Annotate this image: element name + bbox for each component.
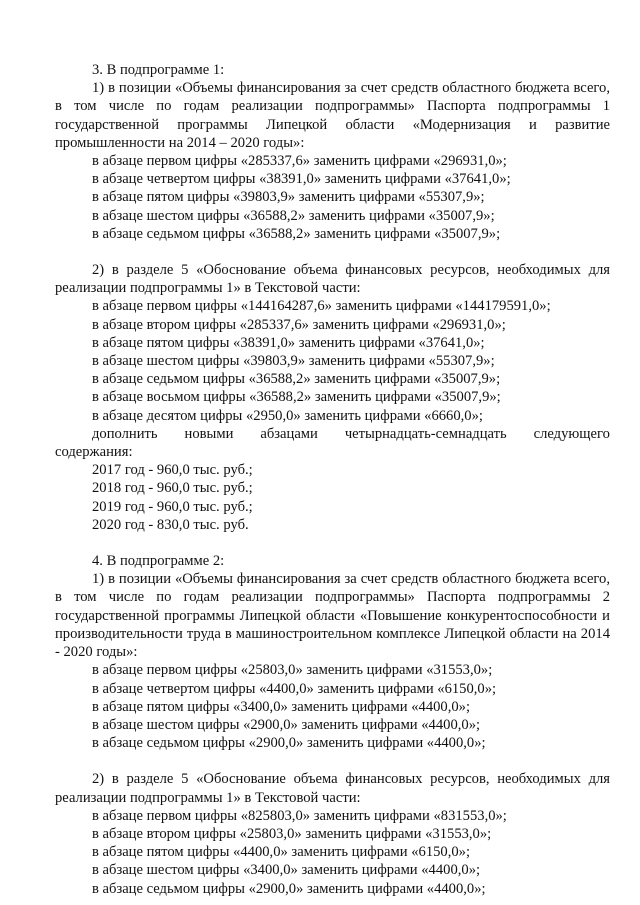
section-4-item-1-intro: 1) в позиции «Объемы финансирования за счет средств областного бюджета всего, в том числе по годам реализации подпрограммы» Паспорта подпрограммы 2 государственной программы Липецкой области «Повышение конкурентоспособности и производительности труда в машиностроительном комплексе Липецкой области на 2014 - 2020 годы»: xyxy=(55,571,610,661)
year-item: 2020 год - 830,0 тыс. руб. xyxy=(92,516,249,533)
years-list xyxy=(55,461,610,534)
section-4-heading: 4. В подпрограмме 2: xyxy=(92,553,225,570)
add-word: следующего xyxy=(533,425,610,442)
document-body xyxy=(55,61,610,898)
add-paragraphs-line xyxy=(55,425,610,443)
list-item: в абзаце седьмом цифры «36588,2» заменить цифрами «35007,9»; xyxy=(92,371,501,388)
list-item: в абзаце втором цифры «285337,6» заменить цифрами «296931,0»; xyxy=(92,316,506,333)
section-4-item-2-intro: 2) в разделе 5 «Обоснование объема финансовых ресурсов, необходимых для реализации подпрограммы 1» в Текстовой части: xyxy=(55,771,610,806)
section-3-item-2-list xyxy=(55,297,610,424)
list-item: в абзаце пятом цифры «4400,0» заменить цифрами «6150,0»; xyxy=(92,844,471,861)
year-item: 2017 год - 960,0 тыс. руб.; xyxy=(92,462,253,479)
paragraph-gap xyxy=(55,534,610,552)
list-item: в абзаце четвертом цифры «38391,0» заменить цифрами «37641,0»; xyxy=(92,171,511,188)
list-item: в абзаце четвертом цифры «4400,0» заменить цифрами «6150,0»; xyxy=(92,680,497,697)
list-item: в абзаце седьмом цифры «2900,0» заменить цифрами «4400,0»; xyxy=(92,735,486,752)
list-item: в абзаце втором цифры «25803,0» заменить цифрами «31553,0»; xyxy=(92,825,492,842)
list-item: в абзаце первом цифры «285337,6» заменить цифрами «296931,0»; xyxy=(92,153,507,170)
year-item: 2019 год - 960,0 тыс. руб.; xyxy=(92,498,253,515)
list-item: в абзаце пятом цифры «3400,0» заменить цифрами «4400,0»; xyxy=(92,698,471,715)
list-item: в абзаце седьмом цифры «2900,0» заменить цифрами «4400,0»; xyxy=(92,880,486,897)
add-word: новыми xyxy=(184,425,234,442)
section-3-item-1-intro: 1) в позиции «Объемы финансирования за счет средств областного бюджета всего, в том числе по годам реализации подпрограммы» Паспорта подпрограммы 1 государственной программы Липецкой области «Модернизация и развитие промышленности на 2014 – 2020 годы»: xyxy=(55,80,610,151)
add-paragraphs-tail: содержания: xyxy=(55,444,133,461)
list-item: в абзаце пятом цифры «39803,9» заменить цифрами «55307,9»; xyxy=(92,189,485,206)
list-item: в абзаце восьмом цифры «36588,2» заменить цифрами «35007,9»; xyxy=(92,389,501,406)
list-item: в абзаце шестом цифры «2900,0» заменить цифрами «4400,0»; xyxy=(92,716,481,733)
section-4-item-2-list xyxy=(55,807,610,898)
section-3-item-2-intro: 2) в разделе 5 «Обоснование объема финансовых ресурсов, необходимых для реализации подпрограммы 1» в Текстовой части: xyxy=(55,262,610,297)
list-item: в абзаце шестом цифры «36588,2» заменить цифрами «35007,9»; xyxy=(92,207,495,224)
section-4-item-1-list xyxy=(55,661,610,752)
list-item: в абзаце пятом цифры «38391,0» заменить цифрами «37641,0»; xyxy=(92,334,485,351)
add-word: абзацами xyxy=(260,425,318,442)
list-item: в абзаце шестом цифры «3400,0» заменить цифрами «4400,0»; xyxy=(92,862,481,879)
list-item: в абзаце первом цифры «825803,0» заменить цифрами «831553,0»; xyxy=(92,807,507,824)
section-3-item-1-list xyxy=(55,152,610,243)
paragraph-gap xyxy=(55,243,610,261)
list-item: в абзаце первом цифры «144164287,6» заменить цифрами «144179591,0»; xyxy=(92,298,551,315)
list-item: в абзаце седьмом цифры «36588,2» заменить цифрами «35007,9»; xyxy=(92,225,501,242)
list-item: в абзаце десятом цифры «2950,0» заменить цифрами «6660,0»; xyxy=(92,407,483,424)
add-word: четырнадцать-семнадцать xyxy=(344,425,507,442)
list-item: в абзаце шестом цифры «39803,9» заменить цифрами «55307,9»; xyxy=(92,353,495,370)
list-item: в абзаце первом цифры «25803,0» заменить цифрами «31553,0»; xyxy=(92,662,493,679)
year-item: 2018 год - 960,0 тыс. руб.; xyxy=(92,480,253,497)
section-3-heading: 3. В подпрограмме 1: xyxy=(92,62,225,78)
paragraph-gap xyxy=(55,752,610,770)
add-word: дополнить xyxy=(92,425,158,442)
